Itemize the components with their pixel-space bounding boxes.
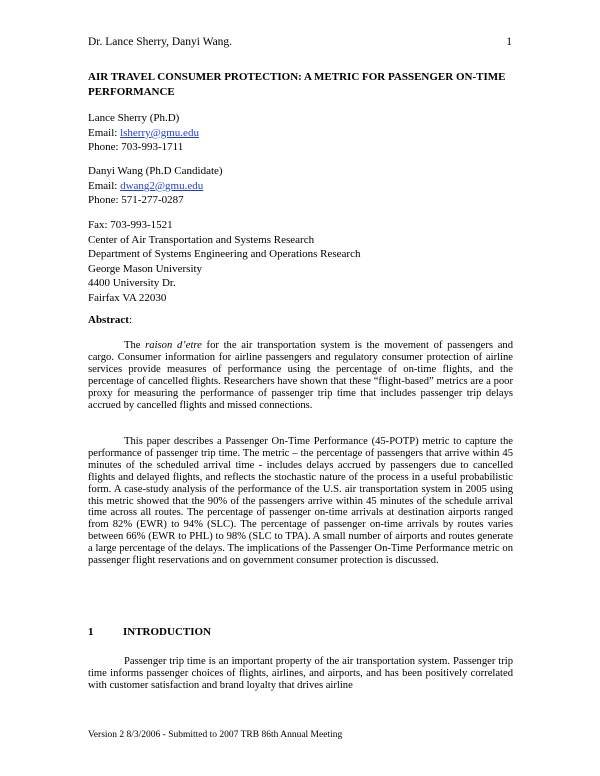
author2-email-line — [88, 179, 518, 194]
university-line: George Mason University — [88, 262, 203, 275]
running-header — [88, 36, 512, 48]
header-authors: Dr. Lance Sherry, Danyi Wang. — [88, 36, 233, 48]
city-line: Fairfax VA 22030 — [88, 291, 167, 304]
author2-name: Danyi Wang (Ph.D Candidate) — [88, 165, 223, 177]
page-number: 1 — [506, 36, 512, 48]
author2-block — [88, 164, 518, 208]
author2-phone: Phone: 571-277-0287 — [88, 194, 184, 207]
section-title: INTRODUCTION — [123, 626, 212, 638]
author1-email-line — [88, 126, 518, 141]
street-line: 4400 University Dr. — [88, 277, 176, 290]
abstract-paragraph-2: This paper describes a Passenger On-Time Performance (45-POTP) metric to capture the performance of passenger trip time. The metric – the percentage of passengers that arrive within 45 minutes of the scheduled arrival time - includes delays accrued by passengers due to cancelled flights and delayed flights, and reflects the stochastic nature of the process in a useful probabilistic form. A case-study analysis of the performance of the U.S. air transportation system in 2005 using this metric showed that the 90% of the passengers arrive within 45 minutes of the schedule arrival time across all routes. The percentage of passenger on-time arrivals at destination airports ranged from 82% (EWR) to 94% (SLC). The percentage of passenger on-time arrivals by routes varies between 66% (EWR to PHL) to 98% (SLC to TPA). A small number of airports and routes generate a large percentage of the delays. The implications of the Passenger On-Time Performance metric on passenger flight reservations and on government consumer protection is discussed. — [88, 436, 513, 567]
abstract-paragraph-1 — [88, 340, 513, 411]
abstract-p1-post: for the air transportation system is the movement of passengers and cargo. Consumer information for airline passengers and regulatory consumer protection of airline services provide measures of performance using the percentage of on-time flights, and the percentage of cancelled flights. Researchers have shown that these “flight-based” metrics are a poor proxy for measuring the performance of passenger trip time that includes passenger trip delays accrued by cancelled flights and missed connections. — [88, 340, 513, 411]
author2-email-label: Email: — [88, 179, 121, 192]
center-line: Center of Air Transportation and Systems Research — [88, 233, 315, 246]
author1-email-label: Email: — [88, 126, 121, 139]
author1-phone: Phone: 703-993-1711 — [88, 141, 184, 154]
abstract-label-text: Abstract — [88, 314, 129, 326]
paper-title: AIR TRAVEL CONSUMER PROTECTION: A METRIC FOR PASSENGER ON-TIME PERFORMANCE — [88, 71, 506, 98]
section-heading-introduction — [88, 626, 211, 638]
author1-email-link[interactable]: lsherry@gmu.edu — [120, 126, 199, 139]
author2-email-link[interactable]: dwang2@gmu.edu — [120, 179, 204, 192]
fax-line: Fax: 703-993-1521 — [88, 219, 173, 231]
author1-name: Lance Sherry (Ph.D) — [88, 112, 180, 124]
abstract-heading — [88, 314, 132, 326]
contact-block — [88, 218, 518, 306]
author1-block — [88, 111, 518, 155]
department-line: Department of Systems Engineering and Operations Research — [88, 248, 361, 261]
abstract-p1-pre: The — [124, 340, 146, 351]
section-number: 1 — [88, 626, 94, 638]
abstract-p1-italic: raison d’etre — [145, 340, 202, 351]
introduction-paragraph-1: Passenger trip time is an important property of the air transportation system. Passenger trip time informs passenger choices of flights, airlines, and airports, and has been positively correlated with customer satisfaction and brand loyalty that drives airline — [88, 656, 513, 691]
abstract-label-colon: : — [128, 314, 132, 326]
page-footer: Version 2 8/3/2006 - Submitted to 2007 TRB 86th Annual Meeting — [88, 730, 343, 740]
